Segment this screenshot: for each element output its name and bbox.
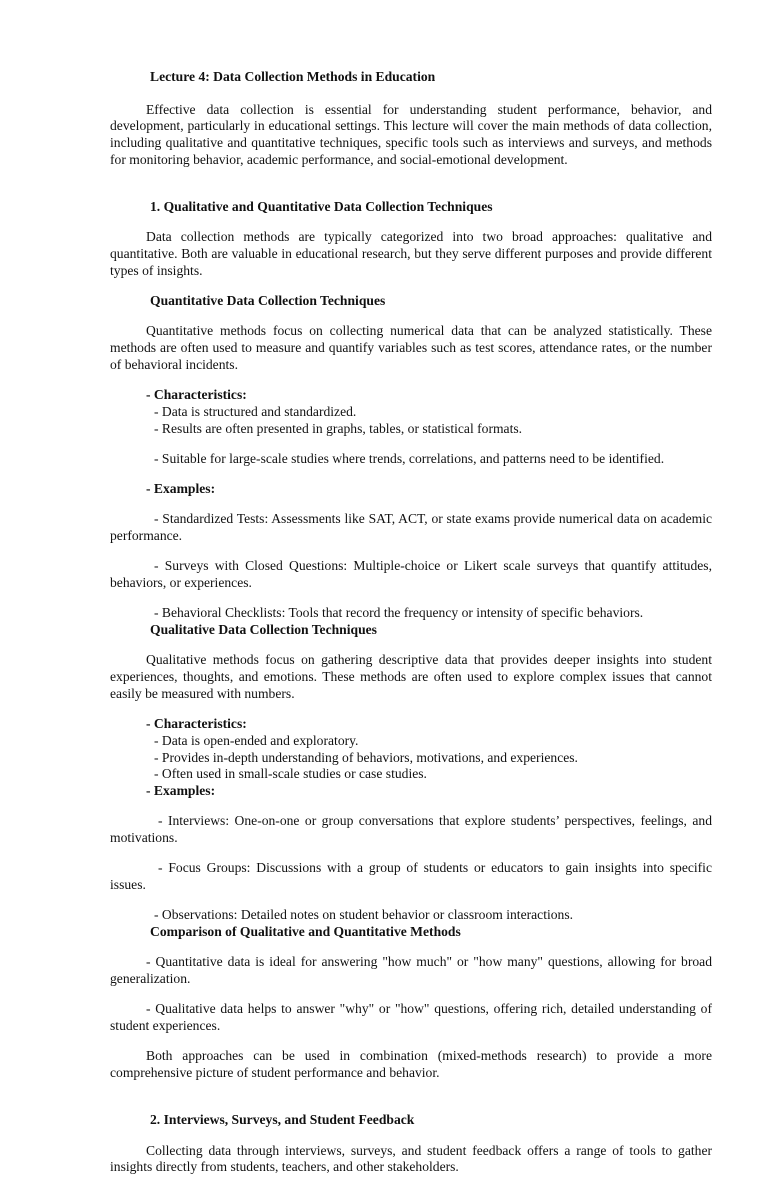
qualitative-heading: Qualitative Data Collection Techniques [150,622,377,638]
qualitative-examples-label: - Examples: [146,782,216,798]
qualitative-characteristic-item: - Often used in small-scale studies or case studies. [154,766,427,782]
qualitative-example-item: - Interviews: One-on-one or group conversations that explore students’ perspectives, feelings, and motivations. [110,813,712,845]
qualitative-example-item: - Focus Groups: Discussions with a group of students or educators to gain insights into specific issues. [110,860,712,892]
qualitative-characteristic-item: - Data is open-ended and exploratory. [154,732,359,748]
intro-paragraph: Effective data collection is essential for understanding student performance, behavior, and development, particularly in educational settings. This lecture will cover the main methods of data collection, including qualitative and quantitative techniques, specific tools such as interviews and surveys, and methods for monitoring behavior, academic performance, and social-emotional development. [110,101,712,167]
section-2-heading: 2. Interviews, Surveys, and Student Feedback [150,1112,415,1128]
spacer [110,1095,712,1112]
comparison-heading: Comparison of Qualitative and Quantitative Methods [150,923,461,939]
comparison-point: - Quantitative data is ideal for answering "how much" or "how many" questions, allowing for broad generalization. [110,954,712,986]
quantitative-example-item: - Behavioral Checklists: Tools that record the frequency or intensity of specific behaviors. [154,605,644,621]
comparison-point: - Qualitative data helps to answer "why" or "how" questions, offering rich, detailed understanding of student experiences. [110,1001,712,1033]
quantitative-characteristics-label: - Characteristics: [146,387,247,403]
document-body [110,69,712,1190]
qualitative-example-item: - Observations: Detailed notes on student behavior or classroom interactions. [154,907,574,923]
qualitative-characteristic-item: - Provides in-depth understanding of behaviors, motivations, and experiences. [154,749,578,765]
comparison-closing: Both approaches can be used in combination (mixed-methods research) to provide a more comprehensive picture of student performance and behavior. [110,1048,712,1080]
qualitative-characteristics-label: - Characteristics: [146,716,247,732]
quantitative-characteristic-item: - Suitable for large-scale studies where trends, correlations, and patterns need to be identified. [154,450,665,466]
quantitative-intro: Quantitative methods focus on collecting numerical data that can be analyzed statistically. These methods are often used to measure and quantify variables such as test scores, attendance rates, or the number of behavioral incidents. [110,323,712,372]
quantitative-examples-label: - Examples: [146,481,216,497]
qualitative-intro: Qualitative methods focus on gathering descriptive data that provides deeper insights into student experiences, thoughts, and emotions. These methods are often used to explore complex issues that cannot easily be measured with numbers. [110,652,712,701]
quantitative-characteristic-item: - Results are often presented in graphs, tables, or statistical formats. [154,420,523,436]
spacer [110,182,712,199]
section-2-intro: Collecting data through interviews, surveys, and student feedback offers a range of tools to gather insights directly from students, teachers, and other stakeholders. [110,1142,712,1175]
quantitative-example-item: - Standardized Tests: Assessments like SAT, ACT, or state exams provide numerical data on academic performance. [110,511,712,544]
lecture-title: Lecture 4: Data Collection Methods in Education [150,69,436,84]
quantitative-heading: Quantitative Data Collection Techniques [150,293,386,309]
section-1-intro: Data collection methods are typically categorized into two broad approaches: qualitative and quantitative. Both are valuable in educational research, but they serve different purposes and provide different types of insights. [110,229,712,278]
quantitative-characteristic-item: - Data is structured and standardized. [154,403,357,419]
quantitative-example-item: - Surveys with Closed Questions: Multiple-choice or Likert scale surveys that quantify attitudes, behaviors, or experiences. [110,558,712,591]
section-1-heading: 1. Qualitative and Quantitative Data Collection Techniques [150,199,493,215]
